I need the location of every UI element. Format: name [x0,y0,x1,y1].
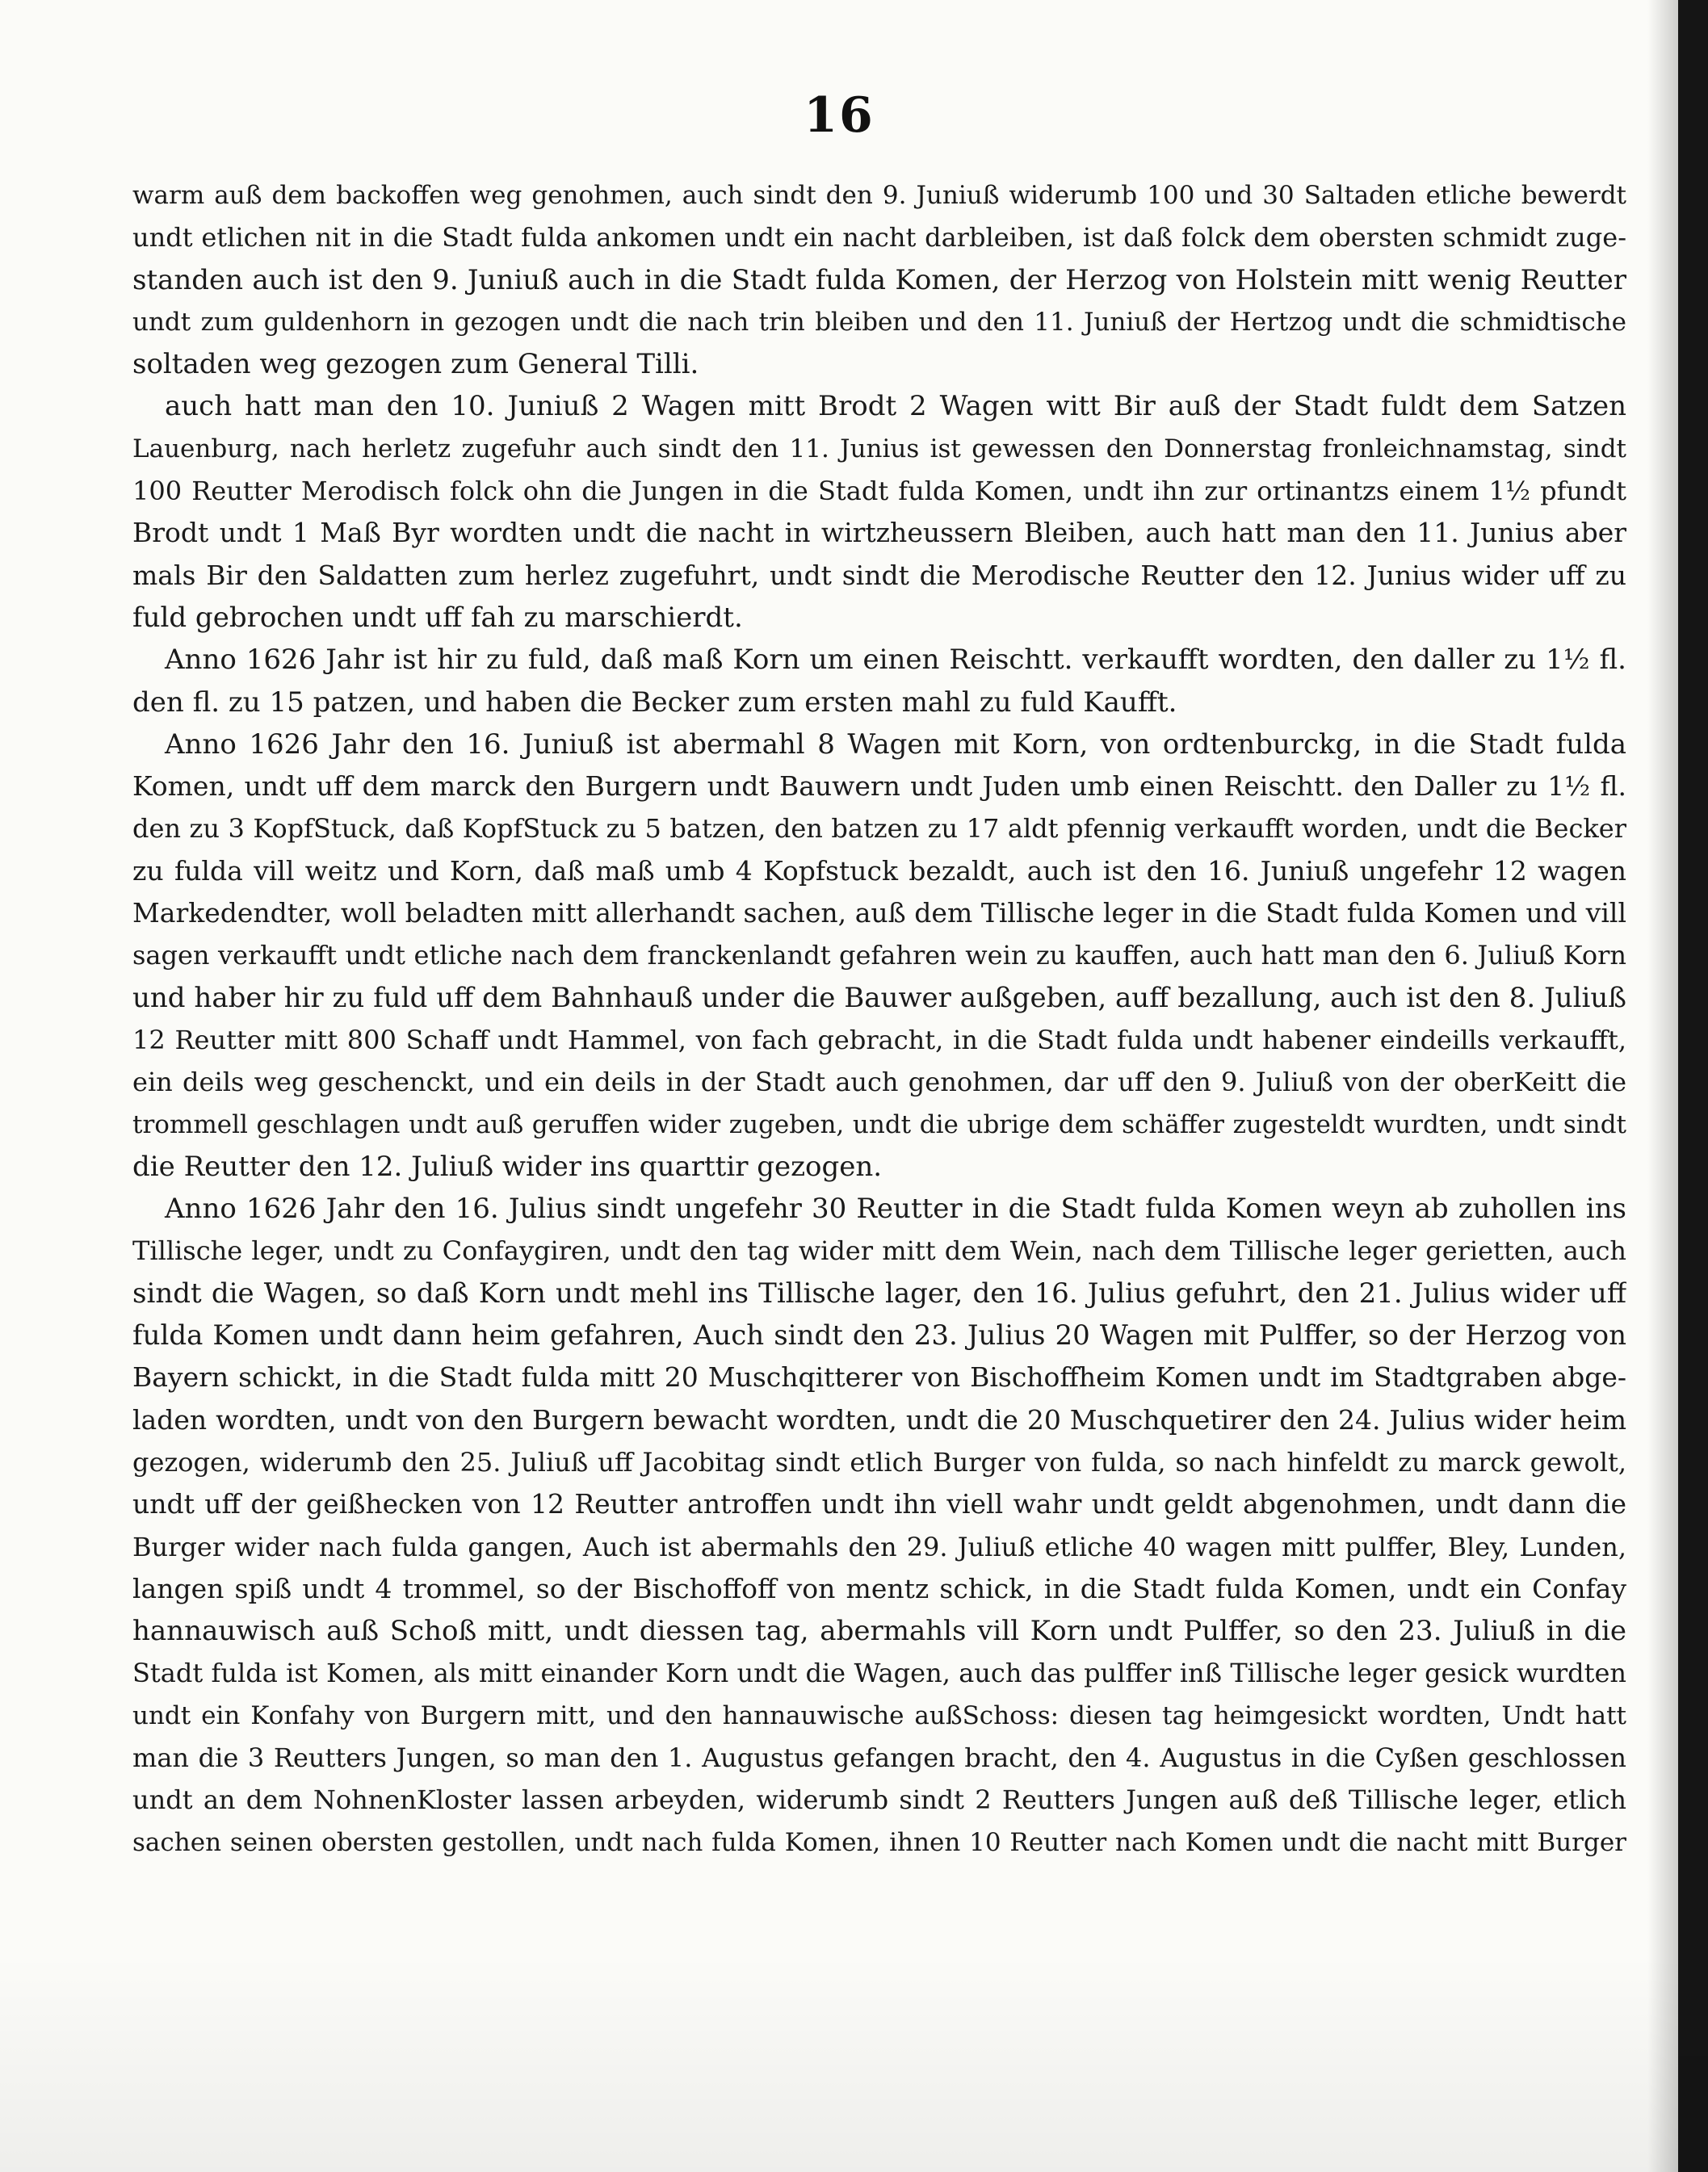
text-line: Bayern schickt, in die Stadt fulda mitt 20 Muschqitterer von Bischoffheim Komen undt im Stadtgraben abge- [132,1361,1626,1394]
text-line: standen auch ist den 9. Juniuß auch in die Stadt fulda Komen, der Herzog von Holstein mitt wenig Reutter [132,263,1626,296]
text-line: undt ein Konfahy von Burgern mitt, und den hannauwische außSchoss: diesen tag heimgesickt wordten, Undt hatt [132,1700,1626,1730]
text-line: Tillische leger, undt zu Confaygiren, undt den tag wider mitt dem Wein, nach dem Tillische leger gerietten, auch [132,1235,1626,1267]
text-line: laden wordten, undt von den Burgern bewacht wordten, undt die 20 Muschquetirer den 24. Julius wider heim [132,1403,1626,1436]
text-line: fulda Komen undt dann heim gefahren, Auch sindt den 23. Julius 20 Wagen mit Pulffer, so der Herzog von [132,1319,1626,1352]
text-line: ein deils weg geschenckt, und ein deils in der Stadt auch genohmen, dar uff den 9. Juliuß von der oberKeitt die [132,1067,1626,1098]
text-line: man die 3 Reutters Jungen, so man den 1. Augustus gefangen bracht, den 4. Augustus in die Cyßen geschlossen [132,1742,1626,1773]
page-edge-shadow [1647,0,1678,2172]
text-line: auch hatt man den 10. Juniuß 2 Wagen mitt Brodt 2 Wagen witt Bir auß der Stadt fuldt dem Satzen [165,390,1626,423]
text-line: undt an dem NohnenKloster lassen arbeyden, widerumb sindt 2 Reutters Jungen auß deß Tillische leger, etlich [132,1784,1626,1816]
text-line: Burger wider nach fulda gangen, Auch ist abermahls den 29. Juliuß etliche 40 wagen mitt pulffer, Bley, Lunden, [132,1531,1626,1562]
text-line: Brodt undt 1 Maß Byr wordten undt die nacht in wirtzheussern Bleiben, auch hatt man den 11. Junius aber [132,517,1626,549]
text-line: langen spiß undt 4 trommel, so der Bischoffoff von mentz schick, in die Stadt fulda Komen, undt ein Confay [132,1572,1626,1604]
text-line: zu fulda vill weitz und Korn, daß maß umb 4 Kopfstuck bezaldt, auch ist den 16. Juniuß ungefehr 12 wagen [132,854,1626,887]
text-line: und haber hir zu fuld uff dem Bahnhauß under die Bauwer außgeben, auff bezallung, auch ist den 8. Juliuß [132,981,1626,1014]
text-line: Lauenburg, nach herletz zugefuhr auch sindt den 11. Junius ist gewessen den Donnerstag fronleichnamstag, sindt [132,434,1626,463]
text-line: Markedendter, woll beladten mitt allerhandt sachen, auß dem Tillische leger in die Stadt fulda Komen und vill [132,897,1626,929]
text-line: Stadt fulda ist Komen, als mitt einander Korn undt die Wagen, auch das pulffer inß Tillische leger gesick wurdten [132,1658,1626,1689]
text-line: sachen seinen obersten gestollen, undt nach fulda Komen, ihnen 10 Reutter nach Komen undt die nacht mitt Burger [132,1827,1626,1857]
text-line: die Reutter den 12. Juliuß wider ins quarttir gezogen. [132,1150,883,1183]
text-line: sagen verkaufft undt etliche nach dem franckenlandt gefahren wein zu kauffen, auch hatt man den 6. Juliuß Korn [132,940,1626,971]
text-line: fuld gebrochen undt uff fah zu marschierdt. [132,601,743,634]
text-line: 100 Reutter Merodisch folck ohn die Jungen in die Stadt fulda Komen, undt ihn zur ortinantzs einem 1½ pfundt [132,476,1626,507]
text-line: Anno 1626 Jahr ist hir zu fuld, daß maß Korn um einen Reischtt. verkaufft wordten, den daller zu 1½ fl. [165,644,1626,677]
text-line: sindt die Wagen, so daß Korn undt mehl ins Tillische lager, den 16. Julius gefuhrt, den 21. Julius wider uff [132,1277,1626,1310]
page-shading [0,1954,1708,2172]
text-line: Komen, undt uff dem marck den Burgern undt Bauwern undt Juden umb einen Reischtt. den Daller zu 1½ fl. [132,770,1626,803]
text-line: den fl. zu 15 patzen, und haben die Becker zum ersten mahl zu fuld Kaufft. [132,686,1177,719]
text-line: trommell geschlagen undt auß geruffen wider zugeben, undt die ubrige dem schäffer zugesteldt wurdten, undt sindt [132,1109,1626,1139]
text-line: warm auß dem backoffen weg genohmen, auch sindt den 9. Juniuß widerumb 100 und 30 Saltaden etliche bewerdt [132,181,1626,210]
text-line: Anno 1626 Jahr den 16. Juniuß ist abermahl 8 Wagen mit Korn, von ordtenburckg, in die Stadt fulda [165,727,1626,761]
text-line: undt zum guldenhorn in gezogen undt die nach trin bleiben und den 11. Juniuß der Hertzog undt die schmidtische [132,307,1626,337]
text-line: gezogen, widerumb den 25. Juliuß uff Jacobitag sindt etlich Burger von fulda, so nach hinfeldt zu marck gewolt, [132,1446,1626,1478]
text-line: den zu 3 KopfStuck, daß KopfStuck zu 5 batzen, den batzen zu 17 aldt pfennig verkaufft worden, undt die Becker [132,813,1626,845]
text-line: undt uff der geißhecken von 12 Reutter antroffen undt ihn viell wahr undt geldt abgenohmen, undt dann die [132,1488,1626,1520]
scan-border [1678,0,1708,2172]
text-line: undt etlichen nit in die Stadt fulda ankomen undt ein nacht darbleiben, ist daß folck dem obersten schmidt zuge- [132,222,1626,254]
text-line: Anno 1626 Jahr den 16. Julius sindt ungefehr 30 Reutter in die Stadt fulda Komen weyn ab zuhollen ins [165,1193,1626,1226]
page-number: 16 [804,87,875,144]
text-line: hannauwisch auß Schoß mitt, undt diessen tag, abermahls vill Korn undt Pulffer, so den 23. Juliuß in die [132,1615,1626,1648]
text-line: mals Bir den Saldatten zum herlez zugefuhrt, undt sindt die Merodische Reutter den 12. Junius wider uff zu [132,559,1626,591]
text-line: soltaden weg gezogen zum General Tilli. [132,348,699,381]
text-line: 12 Reutter mitt 800 Schaff undt Hammel, von fach gebracht, in die Stadt fulda undt habener eindeills verkaufft, [132,1024,1626,1055]
body-text [132,174,1626,1864]
